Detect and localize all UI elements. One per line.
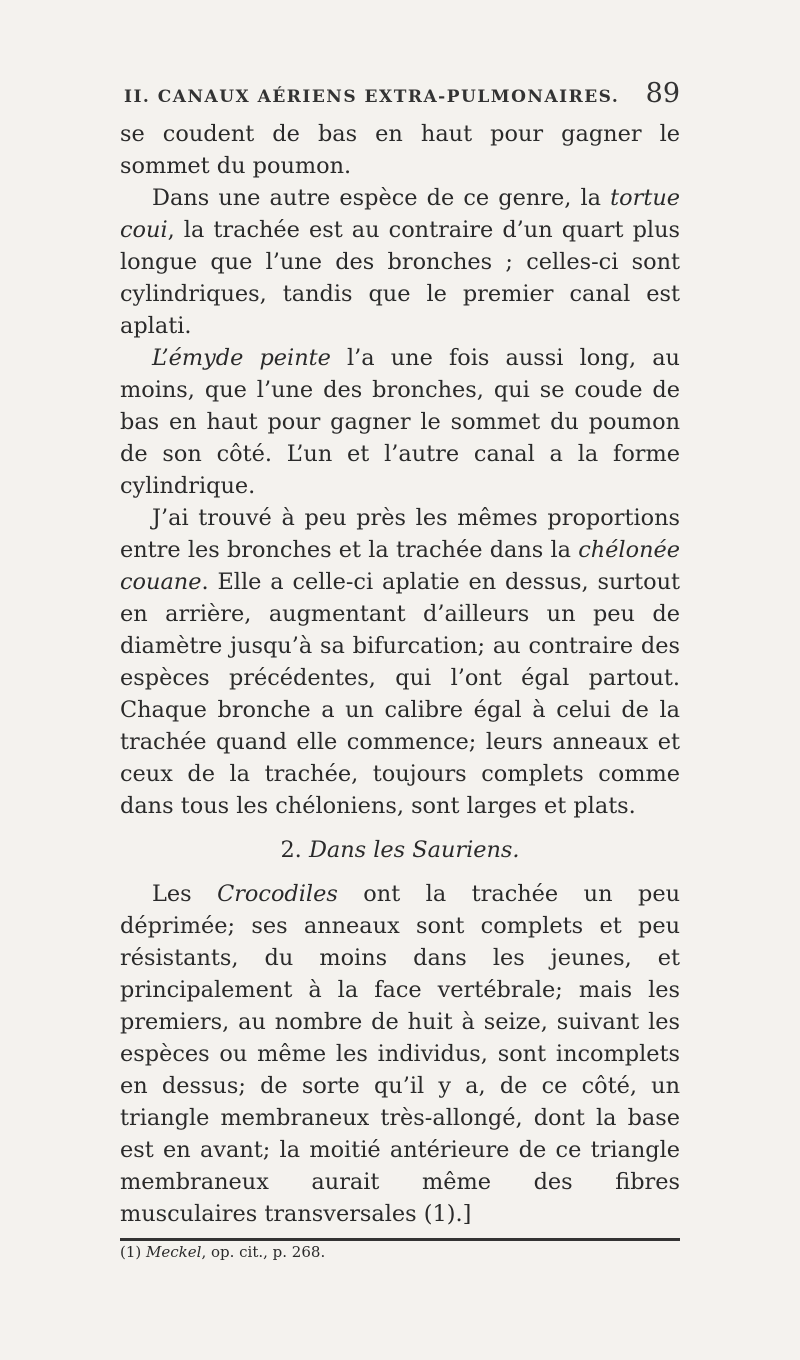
footnote [120,1243,680,1261]
body-text [120,118,680,1230]
paragraph-chelonee-couane: J’ai trouvé à peu près les mêmes proportions entre les bronches et la trachée dans la chélonée couane. Elle a celle-ci aplatie en dessus, surtout en arrière, augmentant d’ailleurs un peu de diamètre jusqu’à sa bifurcation; au contraire des espèces précédentes, qui l’ont égal partout. Chaque bronche a un calibre égal à celui de la trachée quand elle commence; leurs anneaux et ceux de la trachée, toujours complets comme dans tous les chéloniens, sont larges et plats. [120,505,680,819]
paragraph-tortue-coui: Dans une autre espèce de ce genre, la tortue coui, la trachée est au contraire d’un quart plus longue que l’une des bronches ; celles-ci sont cylindriques, tandis que le premier canal est aplati. [120,185,680,339]
section-title: Dans les Sauriens. [308,837,520,863]
paragraph-crocodiles: Les Crocodiles ont la trachée un peu déprimée; ses anneaux sont complets et peu résistants, du moins dans les jeunes, et principalement à la face vertébrale; mais les premiers, au nombre de huit à seize, suivant les espèces ou même les individus, sont incomplets en dessus; de sorte qu’il y a, de ce côté, un triangle membraneux très-allongé, dont la base est en avant; la moitié antérieure de ce triangle membraneux aurait même des fibres musculaires transversales (1).] [120,881,680,1227]
footnote-author: Meckel [146,1243,202,1261]
footnote-marker: (1) [120,1243,142,1261]
paragraph-emyde-peinte: L’émyde peinte l’a une fois aussi long, au moins, que l’une des bronches, qui se coude de bas en haut pour gagner le sommet du poumon de son côté. L’un et l’autre canal a la forme cylindrique. [120,345,680,499]
running-title: II. CANAUX AÉRIENS EXTRA-PULMONAIRES. [124,87,620,107]
page-header [120,78,680,118]
section-heading [120,834,680,866]
footnote-ref: , op. cit., p. 268. [201,1243,326,1261]
footnote-divider [120,1238,680,1241]
page-number: 89 [645,78,680,109]
paragraph-continued: se coudent de bas en haut pour gagner le sommet du poumon. [120,121,680,179]
book-page [120,78,680,1261]
section-number: 2. [280,837,302,863]
